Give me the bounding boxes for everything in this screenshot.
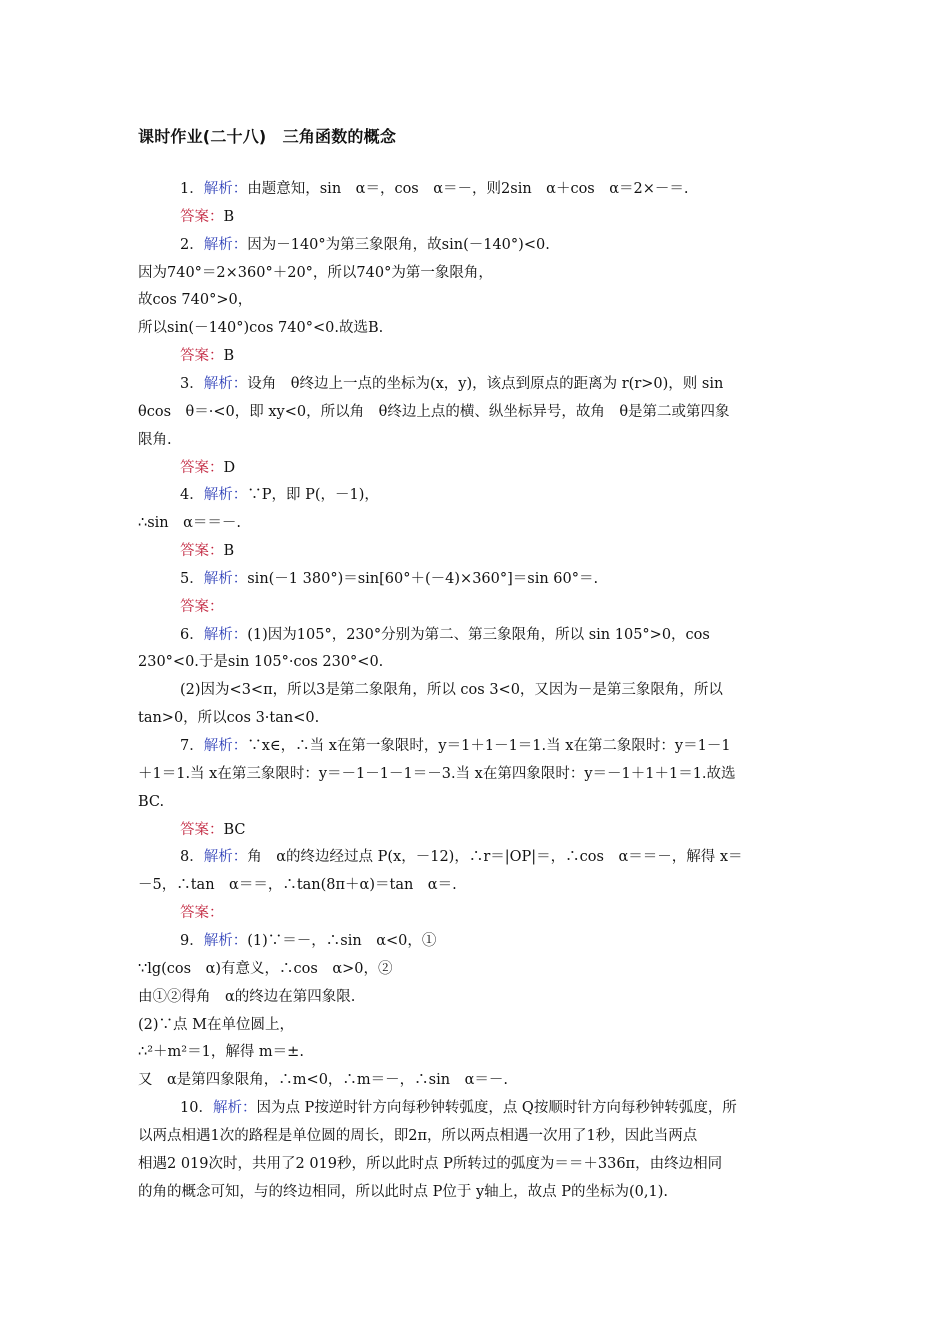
answer-line <box>180 903 224 923</box>
solution-text: θcos θ＝·<0，即 xy<0，所以角 θ终边上点的横、纵坐标异号，故角 θ是第二或第四象 <box>138 403 730 420</box>
solution-line <box>180 680 723 700</box>
solution-line <box>138 513 241 533</box>
solution-line <box>138 764 736 784</box>
analysis-label: 解析： <box>203 932 248 949</box>
solution-text: 230°<0.于是sin 105°·cos 230°<0. <box>138 654 384 671</box>
solution-line <box>138 1042 304 1062</box>
solution-text: ∵lg(cos α)有意义，∴cos α>0，② <box>138 960 393 977</box>
solution-text: 故cos 740°>0， <box>138 292 253 309</box>
solution-line <box>138 875 457 895</box>
solution-text: 设角 θ终边上一点的坐标为(x，y)，该点到原点的距离为 r(r>0)，则 sin <box>247 375 724 392</box>
item-number: 5． <box>180 570 204 587</box>
solution-line <box>180 847 743 867</box>
answer-line <box>180 346 234 366</box>
answer-line <box>180 541 234 561</box>
answer-label: 答案： <box>180 543 224 560</box>
answer-value: B <box>223 348 235 365</box>
solution-line <box>180 1098 737 1118</box>
answer-value: BC <box>223 821 246 838</box>
solution-line <box>180 374 723 394</box>
solution-text: 所以sin(－140°)cos 740°<0.故选B. <box>138 320 384 337</box>
answer-line <box>180 597 224 617</box>
item-number: 1． <box>180 181 204 197</box>
answer-value: D <box>223 459 236 476</box>
solution-text: (1)因为105°，230°分别为第二、第三象限角，所以 sin 105°>0，cos <box>247 626 710 643</box>
solution-line <box>180 931 436 951</box>
answer-value: B <box>223 208 235 225</box>
solution-line <box>138 1182 668 1202</box>
answer-value: B <box>223 543 235 560</box>
solution-line <box>138 708 319 728</box>
solution-text: 的角的概念可知，与的终边相同，所以此时点 P位于 y轴上，故点 P的坐标为(0,1). <box>138 1183 669 1200</box>
solution-text: (2)因为<3<π，所以3是第二象限角，所以 cos 3<0，又因为－是第三象限角，所以 <box>180 682 723 699</box>
solution-line <box>138 290 252 310</box>
solution-line <box>138 318 383 338</box>
solution-line <box>180 179 689 199</box>
answer-line <box>180 207 234 227</box>
item-number: 8． <box>180 849 204 866</box>
solution-text: ＋1＝1.当 x在第三象限时：y＝－1－1－1＝－3.当 x在第四象限时：y＝－1＋1＋1＝1.故选 <box>138 765 736 782</box>
page-title: 课时作业(二十八) 三角函数的概念 <box>138 127 397 146</box>
answer-label: 答案： <box>180 459 224 476</box>
analysis-label: 解析： <box>203 375 248 392</box>
answer-label: 答案： <box>180 208 224 225</box>
solution-text: ∵P，即 P(，－1)， <box>247 487 379 504</box>
solution-line <box>138 402 730 422</box>
solution-line <box>138 1015 294 1035</box>
analysis-label: 解析： <box>203 738 248 754</box>
answer-label: 答案： <box>180 905 224 922</box>
item-number: 6． <box>180 626 204 643</box>
solution-line <box>180 235 550 255</box>
item-number: 3． <box>180 375 204 392</box>
solution-line <box>138 987 355 1007</box>
answer-label: 答案： <box>180 598 224 615</box>
solution-text: ∴sin α＝＝－. <box>138 515 242 532</box>
solution-text: 由题意知，sin α＝，cos α＝－，则2sin α＋cos α＝2×－＝. <box>247 181 689 197</box>
solution-text: sin(－1 380°)＝sin[60°＋(－4)×360°]＝sin 60°＝. <box>247 570 599 587</box>
analysis-label: 解析： <box>203 626 248 643</box>
answer-line <box>180 820 246 840</box>
solution-line <box>180 736 731 756</box>
solution-line <box>138 959 393 979</box>
analysis-label: 解析： <box>203 570 248 587</box>
solution-text: BC. <box>138 793 165 810</box>
solution-line <box>138 263 493 283</box>
solution-text: 因为740°＝2×360°＋20°，所以740°为第一象限角， <box>138 264 493 281</box>
item-number: 7． <box>180 738 204 754</box>
solution-text: ∴²＋m²＝1，解得 m＝±. <box>138 1044 304 1061</box>
analysis-label: 解析： <box>203 181 248 197</box>
solution-line <box>180 569 598 589</box>
solution-text: 以两点相遇1次的路程是单位圆的周长，即2π，所以两点相遇一次用了1秒，因此当两点 <box>138 1127 698 1144</box>
answer-label: 答案： <box>180 348 224 365</box>
solution-line <box>138 1154 722 1174</box>
solution-text: －5，∴tan α＝＝，∴tan(8π＋α)＝tan α＝. <box>138 877 457 894</box>
answer-label: 答案： <box>180 821 224 838</box>
solution-text: ∵x∈，∴当 x在第一象限时，y＝1＋1－1＝1.当 x在第二象限时：y＝1－1 <box>247 738 731 754</box>
analysis-label: 解析： <box>203 236 248 253</box>
solution-text: (1)∵＝－，∴sin α<0，① <box>247 932 437 949</box>
solution-line <box>138 1070 508 1090</box>
solution-line <box>138 652 383 672</box>
analysis-label: 解析： <box>203 849 248 866</box>
solution-line <box>180 485 379 505</box>
analysis-label: 解析： <box>212 1100 257 1117</box>
solution-line <box>138 792 164 812</box>
item-number: 2． <box>180 236 204 253</box>
item-number: 4． <box>180 487 204 504</box>
solution-text: (2)∵点 M在单位圆上， <box>138 1016 294 1033</box>
solution-line <box>138 1126 697 1146</box>
item-number: 10． <box>180 1100 213 1117</box>
solution-text: 因为－140°为第三象限角，故sin(－140°)<0. <box>247 236 550 253</box>
solution-text: 相遇2 019次时，共用了2 019秒，所以此时点 P所转过的弧度为＝＝＋336π，由终边相同 <box>138 1155 723 1172</box>
answer-line <box>180 458 235 478</box>
solution-line <box>180 625 710 645</box>
solution-line <box>138 430 172 450</box>
solution-text: 又 α是第四象限角，∴m<0，∴m＝－，∴sin α＝－. <box>138 1072 508 1089</box>
solution-text: 由①②得角 α的终边在第四象限. <box>138 988 356 1005</box>
solution-text: 角 α的终边经过点 P(x，－12)，∴r＝|OP|＝，∴cos α＝＝－，解得 x＝ <box>247 849 743 866</box>
solution-text: 限角. <box>138 431 172 448</box>
solution-text: 因为点 P按逆时针方向每秒钟转弧度，点 Q按顺时针方向每秒钟转弧度，所 <box>256 1100 737 1117</box>
solution-text: tan>0，所以cos 3·tan<0. <box>138 710 320 727</box>
item-number: 9． <box>180 932 204 949</box>
analysis-label: 解析： <box>203 487 248 504</box>
